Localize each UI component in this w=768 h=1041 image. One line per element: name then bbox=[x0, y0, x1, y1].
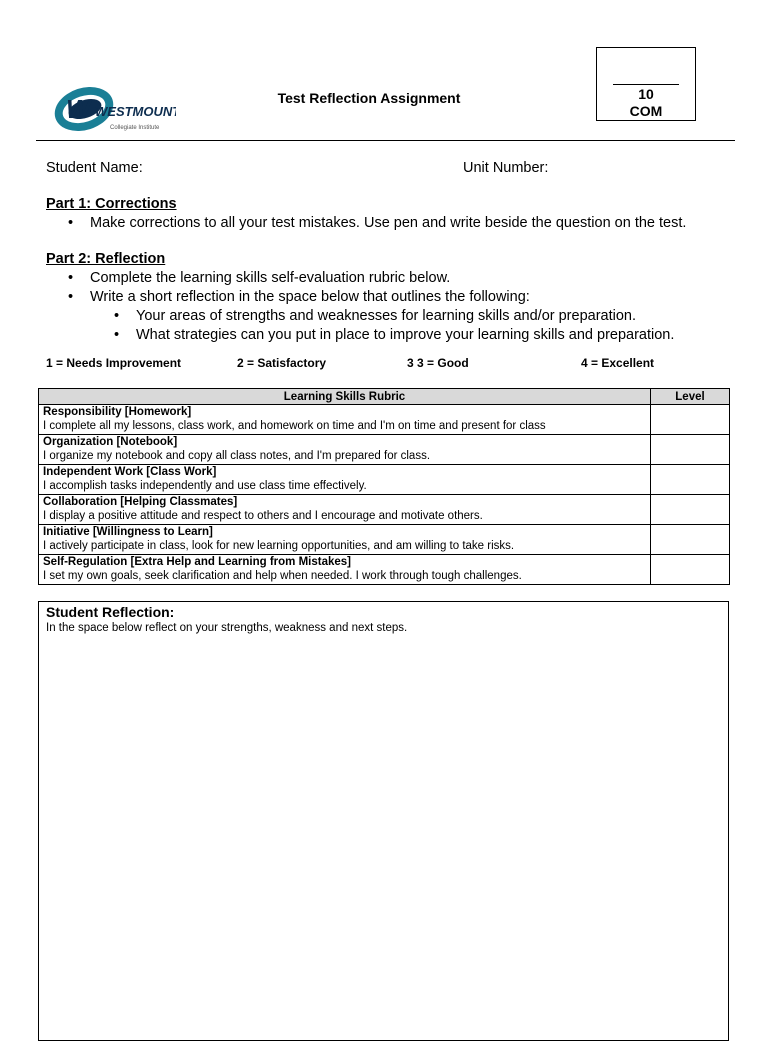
skill-description: I complete all my lessons, class work, and homework on time and I'm on time and present for class bbox=[43, 420, 546, 432]
part1-list bbox=[90, 214, 686, 233]
scale-item-4: 4 = Excellent bbox=[581, 356, 655, 370]
list-item: • Complete the learning skills self-evaluation rubric below. bbox=[90, 269, 530, 288]
header-divider bbox=[36, 140, 735, 141]
rubric-header-skills: Learning Skills Rubric bbox=[39, 389, 651, 405]
part2-sub-list bbox=[136, 307, 674, 345]
skill-description: I set my own goals, seek clarification and help when needed. I work through tough challenges. bbox=[43, 570, 522, 582]
table-row bbox=[39, 525, 730, 555]
skill-name: Independent Work [Class Work] bbox=[43, 466, 217, 478]
list-item: • Write a short reflection in the space below that outlines the following: bbox=[90, 288, 530, 307]
rating-scale bbox=[46, 356, 736, 374]
skill-description: I display a positive attitude and respect to others and I encourage and motivate others. bbox=[43, 510, 483, 522]
level-input-cell[interactable] bbox=[651, 435, 730, 465]
skill-cell bbox=[39, 555, 651, 585]
course-code: COM bbox=[629, 103, 663, 119]
skill-name: Responsibility [Homework] bbox=[43, 406, 192, 418]
list-item: • What strategies can you put in place to improve your learning skills and preparation. bbox=[136, 326, 674, 345]
logo-wordmark: WESTMOUNT bbox=[95, 104, 176, 119]
table-row bbox=[39, 405, 730, 435]
level-input-cell[interactable] bbox=[651, 525, 730, 555]
unit-number-label: Unit Number: bbox=[463, 160, 549, 176]
table-row bbox=[39, 465, 730, 495]
skill-cell bbox=[39, 405, 651, 435]
learning-skills-rubric bbox=[38, 388, 730, 585]
part2-heading: Part 2: Reflection bbox=[46, 251, 166, 267]
scale-item-2: 2 = Satisfactory bbox=[237, 356, 327, 370]
part2-list bbox=[90, 269, 530, 307]
skill-name: Initiative [Willingness to Learn] bbox=[43, 526, 213, 538]
level-input-cell[interactable] bbox=[651, 555, 730, 585]
level-input-cell[interactable] bbox=[651, 465, 730, 495]
skill-description: I accomplish tasks independently and use class time effectively. bbox=[43, 480, 367, 492]
part1-heading: Part 1: Corrections bbox=[46, 196, 177, 212]
skill-name: Organization [Notebook] bbox=[43, 436, 178, 448]
skill-cell bbox=[39, 465, 651, 495]
scale-item-1: 1 = Needs Improvement bbox=[46, 356, 182, 370]
list-item: • Make corrections to all your test mistakes. Use pen and write beside the question on the test. bbox=[90, 214, 686, 233]
table-row bbox=[39, 435, 730, 465]
scale-item-3: 3 3 = Good bbox=[407, 356, 469, 370]
level-input-cell[interactable] bbox=[651, 495, 730, 525]
skill-name: Collaboration [Helping Classmates] bbox=[43, 496, 238, 508]
skill-name: Self-Regulation [Extra Help and Learning from Mistakes] bbox=[43, 556, 351, 568]
student-name-label: Student Name: bbox=[46, 160, 143, 176]
rubric-header-row bbox=[39, 389, 730, 405]
skill-cell bbox=[39, 525, 651, 555]
skill-cell bbox=[39, 435, 651, 465]
skill-cell bbox=[39, 495, 651, 525]
skill-description: I actively participate in class, look for new learning opportunities, and am willing to take risks. bbox=[43, 540, 515, 552]
logo-subtext: Collegiate Institute bbox=[110, 125, 160, 131]
grade-score-line bbox=[613, 84, 679, 85]
skill-description: I organize my notebook and copy all class notes, and I'm prepared for class. bbox=[43, 450, 431, 462]
rubric-header-level: Level bbox=[651, 389, 730, 405]
student-reflection-box[interactable] bbox=[38, 601, 729, 1041]
list-item: • Your areas of strengths and weaknesses for learning skills and/or preparation. bbox=[136, 307, 674, 326]
reflection-title: Student Reflection: bbox=[46, 604, 175, 620]
westmount-logo bbox=[48, 80, 176, 136]
reflection-prompt: In the space below reflect on your strengths, weakness and next steps. bbox=[46, 622, 408, 634]
table-row bbox=[39, 555, 730, 585]
level-input-cell[interactable] bbox=[651, 405, 730, 435]
svg-text:W: W bbox=[66, 94, 91, 124]
document-title: Test Reflection Assignment bbox=[277, 90, 461, 106]
grade-number: 10 bbox=[638, 86, 654, 102]
table-row bbox=[39, 495, 730, 525]
grade-course-box bbox=[596, 47, 696, 121]
